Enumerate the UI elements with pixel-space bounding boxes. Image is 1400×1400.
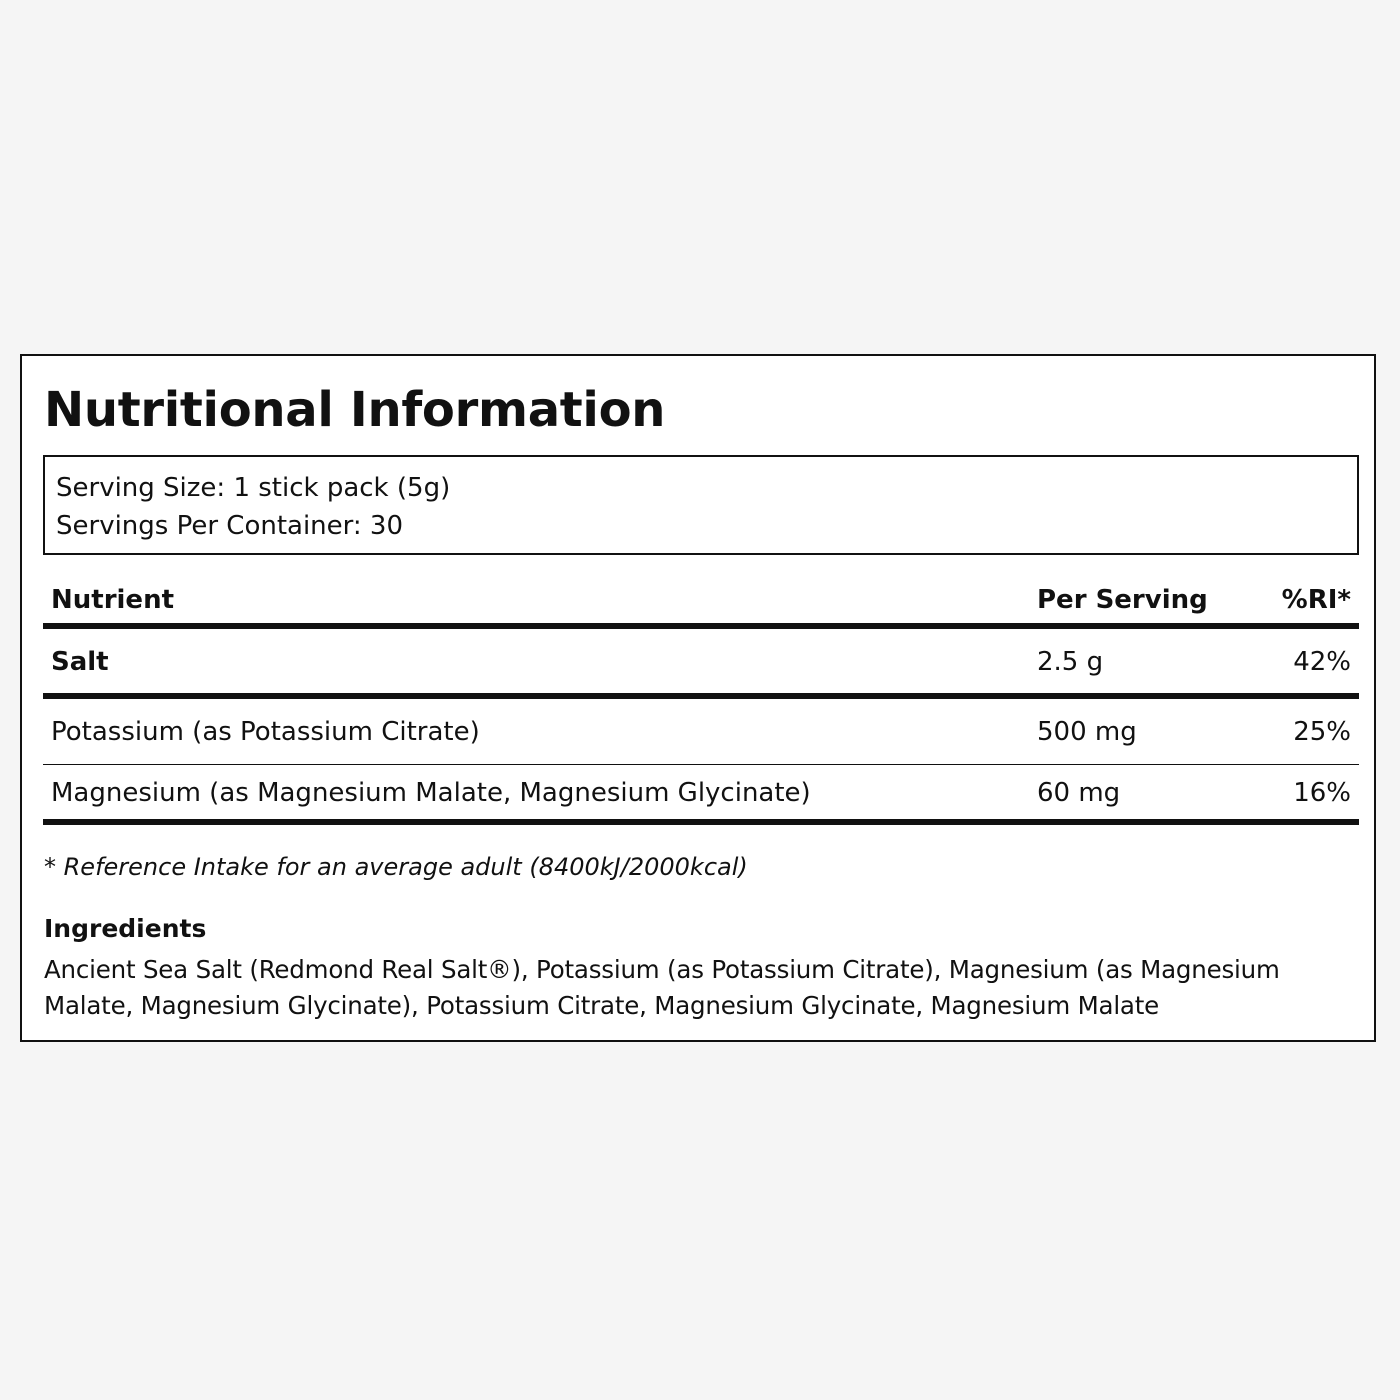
nutrient-amount: 2.5 g: [1037, 647, 1104, 677]
nutrient-ri: 42%: [1293, 647, 1351, 677]
servings-per-container: Servings Per Container: 30: [56, 511, 404, 541]
nutrient-ri: 16%: [1293, 778, 1351, 808]
table-row-potassium: [43, 699, 1359, 765]
reference-intake-footnote: * Reference Intake for an average adult (8400kJ/2000kcal): [44, 853, 748, 881]
nutrition-panel: [20, 354, 1376, 1042]
table-header-row: [43, 573, 1359, 629]
nutrient-name: Magnesium (as Magnesium Malate, Magnesium Glycinate): [51, 778, 811, 808]
header-per-serving: Per Serving: [1037, 585, 1208, 615]
nutrient-table: [43, 573, 1359, 825]
ingredients-text: Ancient Sea Salt (Redmond Real Salt®), Potassium (as Potassium Citrate), Magnesium (as Magnesium Malate, Magnesium Glycinate), Potassium Citrate, Magnesium Glycinate, Magnesium Malate: [44, 955, 1280, 1020]
header-ri: %RI*: [1281, 585, 1351, 615]
nutrient-name: Potassium (as Potassium Citrate): [51, 717, 480, 747]
serving-size: Serving Size: 1 stick pack (5g): [56, 473, 451, 503]
nutrient-amount: 500 mg: [1037, 717, 1137, 747]
nutrient-name: Salt: [51, 647, 109, 677]
nutrient-amount: 60 mg: [1037, 778, 1121, 808]
table-row-magnesium: [43, 765, 1359, 825]
ingredients-heading: Ingredients: [44, 914, 207, 943]
panel-title: Nutritional Information: [44, 382, 666, 438]
header-nutrient: Nutrient: [51, 585, 175, 615]
table-row-salt: [43, 629, 1359, 699]
serving-info-box: [43, 455, 1359, 555]
nutrient-ri: 25%: [1293, 717, 1351, 747]
